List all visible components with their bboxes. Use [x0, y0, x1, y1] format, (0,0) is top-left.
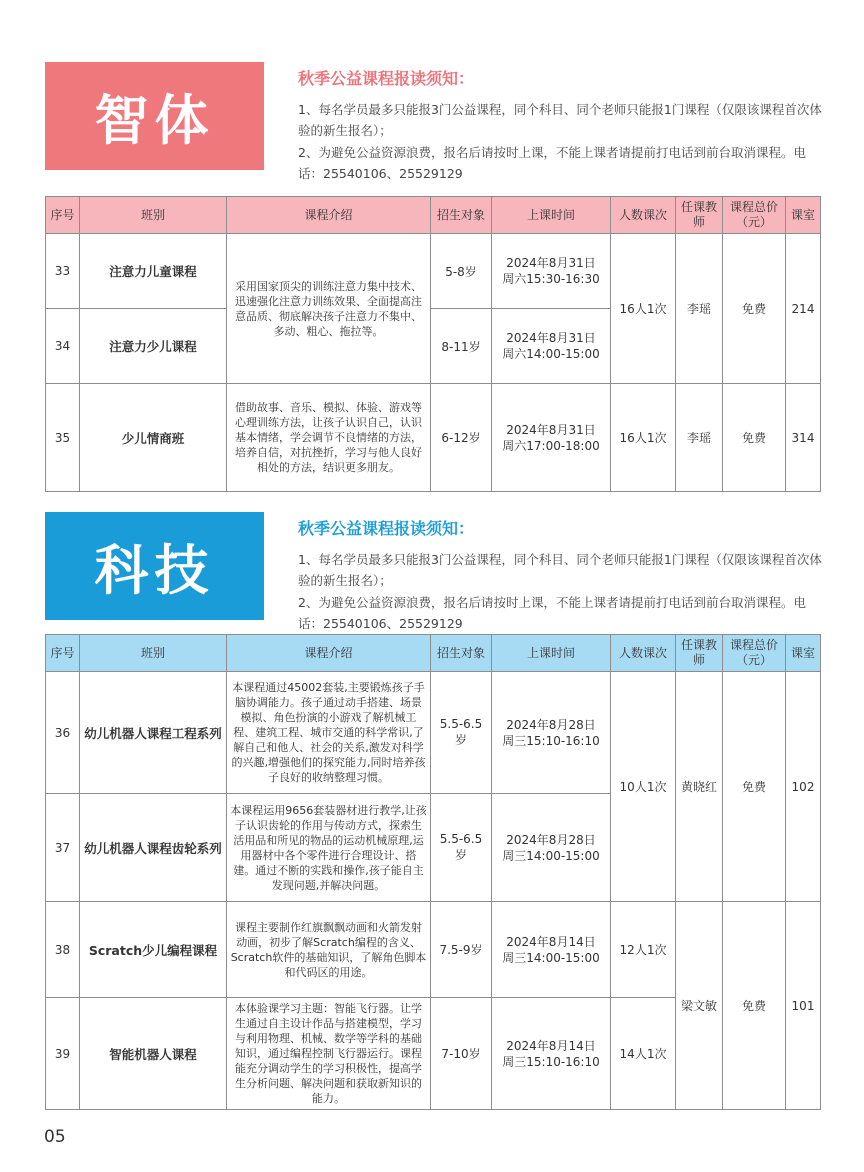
row-target: 5.5-6.5岁 [431, 794, 492, 902]
header-target: 招生对象 [431, 635, 492, 672]
row-price: 免费 [723, 902, 786, 1110]
row-intro: 课程主要制作红旗飘飘动画和火箭发射动画，初步了解Scratch编程的含义、Scratch软件的基础知识，了解角色脚本和代码区的用途。 [227, 902, 431, 998]
row-class-name: 智能机器人课程 [80, 998, 227, 1110]
notice-title: 秋季公益课程报读须知： [298, 519, 475, 538]
header-no: 序号 [46, 197, 80, 234]
header-target: 招生对象 [431, 197, 492, 234]
header-room: 课室 [786, 197, 821, 234]
row-class-name: 少儿情商班 [80, 384, 227, 492]
row-date: 2024年8月14日 [506, 1038, 596, 1053]
row-time [492, 309, 611, 384]
header-class: 班别 [80, 635, 227, 672]
row-intro: 本体验课学习主题：智能飞行器。让学生通过自主设计作品与搭建模型，学习与利用物理、机械、数学等学科的基础知识，通过编程控制飞行器运行。课程能充分调动学生的学习积极性，提高学生分析问题、解决问题和获取新知识的能力。 [227, 998, 431, 1110]
table-row [46, 672, 821, 794]
row-time [492, 902, 611, 998]
table-row [46, 384, 821, 492]
row-slot: 周三14:00-15:00 [502, 950, 600, 965]
row-date: 2024年8月31日 [506, 331, 596, 345]
section-badge-keji: 科技 [45, 512, 264, 620]
row-count: 16人1次 [611, 384, 676, 492]
row-target: 7.5-9岁 [431, 902, 492, 998]
header-price: 课程总价（元） [723, 197, 786, 234]
row-intro: 本课程运用9656套装器材进行教学,让孩子认识齿轮的作用与传动方式，探索生活用品和所见的物品的运动机械原理,运用器材中各个零件进行合理设计、搭建。通过不断的实践和操作,孩子能自主发现问题,并解决问题。 [227, 794, 431, 902]
row-slot: 周六15:30-16:30 [502, 272, 600, 286]
row-price: 免费 [723, 384, 786, 492]
row-target: 7-10岁 [431, 998, 492, 1110]
header-no: 序号 [46, 635, 80, 672]
table-header-row [46, 197, 821, 234]
notice-block-zhiti [298, 66, 826, 185]
notice-block-keji [298, 516, 826, 635]
header-count: 人数课次 [611, 635, 676, 672]
row-target: 5.5-6.5岁 [431, 672, 492, 794]
course-table-keji [45, 634, 821, 1110]
row-no: 37 [46, 794, 80, 902]
row-slot: 周三14:00-15:00 [502, 848, 600, 863]
row-teacher: 李瑶 [676, 234, 723, 384]
row-class-name: 注意力儿童课程 [80, 234, 227, 309]
row-slot: 周六17:00-18:00 [502, 438, 600, 453]
course-table-zhiti [45, 196, 821, 492]
table-row [46, 902, 821, 998]
section-badge-zhiti: 智体 [45, 62, 264, 170]
row-time [492, 998, 611, 1110]
header-time: 上课时间 [492, 635, 611, 672]
table-header-row [46, 635, 821, 672]
row-date: 2024年8月31日 [506, 422, 596, 437]
row-price: 免费 [723, 234, 786, 384]
row-intro: 本课程通过45002套装,主要锻炼孩子手脑协调能力。孩子通过动手搭建、场景模拟、角色扮演的小游戏了解机械工程、建筑工程、城市交通的科学常识,了解自己和他人、社会的关系,激发对科学的兴趣,增强他们的探究能力,同时培养孩子良好的收纳整理习惯。 [227, 672, 431, 794]
header-teacher: 任课教师 [676, 635, 723, 672]
row-slot: 周三15:10-16:10 [502, 1054, 600, 1069]
header-count: 人数课次 [611, 197, 676, 234]
row-no: 36 [46, 672, 80, 794]
row-class-name: 幼儿机器人课程工程系列 [80, 672, 227, 794]
page-number: 05 [44, 1127, 66, 1147]
notice-line: 1、每名学员最多只能报3门公益课程，同个科目、同个老师只能报1门课程（仅限该课程首次体验的新生报名）； [298, 552, 822, 588]
header-class: 班别 [80, 197, 227, 234]
row-date: 2024年8月28日 [506, 717, 596, 732]
notice-line: 1、每名学员最多只能报3门公益课程，同个科目、同个老师只能报1门课程（仅限该课程首次体验的新生报名）； [298, 102, 822, 138]
row-teacher: 李瑶 [676, 384, 723, 492]
row-time [492, 672, 611, 794]
row-no: 33 [46, 234, 80, 309]
table-row [46, 234, 821, 309]
row-target: 5-8岁 [431, 234, 492, 309]
row-slot: 周六14:00-15:00 [502, 347, 600, 361]
row-count: 16人1次 [611, 234, 676, 384]
row-price: 免费 [723, 672, 786, 902]
header-room: 课室 [786, 635, 821, 672]
row-no: 34 [46, 309, 80, 384]
row-date: 2024年8月31日 [506, 256, 596, 270]
header-intro: 课程介绍 [227, 635, 431, 672]
row-count: 12人1次 [611, 902, 676, 998]
header-teacher: 任课教师 [676, 197, 723, 234]
header-intro: 课程介绍 [227, 197, 431, 234]
row-room: 101 [786, 902, 821, 1110]
row-class-name: Scratch少儿编程课程 [80, 902, 227, 998]
row-room: 314 [786, 384, 821, 492]
notice-line: 2、为避免公益资源浪费，报名后请按时上课，不能上课者请提前打电话到前台取消课程。电话：25540106、25529129 [298, 595, 806, 631]
row-time [492, 234, 611, 309]
row-class-name: 幼儿机器人课程齿轮系列 [80, 794, 227, 902]
row-no: 39 [46, 998, 80, 1110]
row-no: 35 [46, 384, 80, 492]
header-price: 课程总价（元） [723, 635, 786, 672]
row-intro: 借助故事、音乐、模拟、体验、游戏等心理训练方法，让孩子认识自己，认识基本情绪，学会调节不良情绪的方法，培养自信，对抗挫折，学习与他人良好相处的方法，结识更多朋友。 [227, 384, 431, 492]
notice-line: 2、为避免公益资源浪费，报名后请按时上课，不能上课者请提前打电话到前台取消课程。电话：25540106、25529129 [298, 145, 806, 181]
row-teacher: 黄晓红 [676, 672, 723, 902]
row-room: 102 [786, 672, 821, 902]
row-no: 38 [46, 902, 80, 998]
row-target: 8-11岁 [431, 309, 492, 384]
row-class-name: 注意力少儿课程 [80, 309, 227, 384]
row-target: 6-12岁 [431, 384, 492, 492]
row-intro: 采用国家顶尖的训练注意力集中技术、迅速强化注意力训练效果、全面提高注意品质、彻底解决孩子注意力不集中、多动、粗心、拖拉等。 [227, 234, 431, 384]
row-date: 2024年8月28日 [506, 832, 596, 847]
row-time [492, 384, 611, 492]
row-count: 14人1次 [611, 998, 676, 1110]
row-room: 214 [786, 234, 821, 384]
row-date: 2024年8月14日 [506, 934, 596, 949]
row-time [492, 794, 611, 902]
notice-title: 秋季公益课程报读须知： [298, 69, 475, 88]
row-count: 10人1次 [611, 672, 676, 902]
header-time: 上课时间 [492, 197, 611, 234]
row-teacher: 梁文敏 [676, 902, 723, 1110]
row-slot: 周三15:10-16:10 [502, 733, 600, 748]
